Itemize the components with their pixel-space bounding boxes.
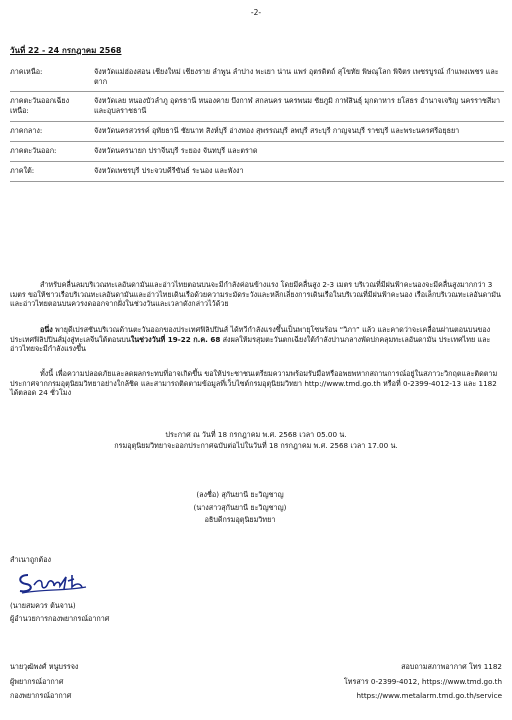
- region-label: ภาคตะวันออก:: [10, 145, 57, 155]
- handwritten-signature-icon: [14, 569, 94, 597]
- contact-service-link[interactable]: https://www.metalarm.tmd.go.th/service: [356, 691, 502, 701]
- region-label: ภาคตะวันออกเฉียงเหนือ:: [10, 96, 70, 116]
- region-row-north: [10, 63, 504, 92]
- region-row-northeast: [10, 92, 504, 121]
- director-signature-block: [190, 490, 290, 528]
- marine-warning-paragraph: สำหรับคลื่นลมบริเวณทะเลอันดามันและอ่าวไทยตอนบนจะมีกำลังค่อนข้างแรง โดยมีคลื่นสูง 2-3 เมตร บริเวณที่มีฝนฟ้าคะนองจะมีคลื่นสูงมากกว่า 3 เมตร ขอให้ชาวเรือบริเวณทะเลอันดามันและอ่าวไทยเดินเรือด้วยความระมัดระวังและหลีกเลี่ยงการเดินเรือในบริเวณที่มีฝนฟ้าคะนอง เรือเล็กบริเวณทะเลอันดามันและอ่าวไทยตอนบนควรงดออกจากฝั่งในช่วงวันและเวลาดังกล่าวไว้ด้วย: [10, 280, 501, 309]
- issued-datetime: ประกาศ ณ วันที่ 18 กรกฎาคม พ.ศ. 2568 เวลา 05.00 น.: [165, 430, 347, 439]
- safety-paragraph: ทั้งนี้ เพื่อความปลอดภัยและลดผลกระทบที่อาจเกิดขึ้น ขอให้ประชาชนเตรียมความพร้อมรับมือหรืออพยพหากสถานการณ์อยู่ในสภาวะวิกฤตและติดตามประกาศจากกรมอุตุนิยมวิทยาอย่างใกล้ชิด และสามารถติดตามข้อมูลที่เว็บไซต์กรมอุตุนิยมวิทยา http://www.tmd.go.th หรือที่ 0-2399-4012-13 และ 1182 ได้ตลอด 24 ชั่วโมง: [10, 369, 498, 398]
- forecaster-info: [10, 662, 210, 706]
- region-provinces: จังหวัดแม่ฮ่องสอน เชียงใหม่ เชียงราย ลำพูน ลำปาง พะเยา น่าน แพร่ อุตรดิตถ์ สุโขทัย พิษณุโลก พิจิตร เพชรบูรณ์ กำแพงเพชร และตาก: [94, 67, 499, 86]
- region-provinces: จังหวัดเพชรบุรี ประจวบคีรีขันธ์ ระนอง และพังงา: [94, 165, 244, 175]
- region-row-south: [10, 162, 504, 182]
- next-issue-notice: กรมอุตุนิยมวิทยาจะออกประกาศฉบับต่อไปในวันที่ 18 กรกฎาคม พ.ศ. 2568 เวลา 17.00 น.: [114, 441, 398, 450]
- certified-copy-block: [10, 555, 210, 628]
- copy-signer-name: (นายสมควร ต้นจาน): [10, 600, 76, 610]
- forecaster-division: กองพยากรณ์อากาศ: [10, 691, 72, 701]
- storm-note-paragraph: [10, 325, 502, 354]
- region-row-east: [10, 142, 504, 162]
- note-text-a: พายุดีเปรสชันบริเวณด้านตะวันออกของประเทศฟิลิปปินส์ ได้ทวีกำลังแรงขึ้นเป็นพายุโซนร้อน “วิภา” แล้ว และคาดว่าจะเคลื่อนผ่านตอนบนของประเทศฟิลิปปินส์มุ่งสู่ทะเลจีนใต้ตอนบน: [10, 325, 491, 344]
- region-label: ภาคเหนือ:: [10, 67, 43, 76]
- region-label: ภาคใต้:: [10, 165, 35, 175]
- signed-line: (ลงชื่อ) สุกันยานี ยะวิญชาญ: [196, 490, 284, 499]
- forecaster-name: นายวุฒิพงศ์ หนูบรรจง: [10, 662, 79, 671]
- region-provinces: จังหวัดนครสวรรค์ อุทัยธานี ชัยนาท สิงห์บุรี อ่างทอง สุพรรณบุรี ลพบุรี สระบุรี กาญจนบุรี ราชบุรี และพระนครศรีอยุธยา: [94, 125, 460, 135]
- note-period: ในช่วงวันที่ 19-22 ก.ค. 68: [130, 334, 221, 344]
- date-heading: วันที่ 22 - 24 กรกฎาคม 2568: [10, 46, 122, 55]
- contact-fax-website[interactable]: โทรสาร 0-2399-4012, https://www.tmd.go.th: [343, 676, 502, 686]
- forecaster-title: ผู้พยากรณ์อากาศ: [10, 676, 64, 686]
- certified-copy-label: สำเนาถูกต้อง: [10, 555, 52, 564]
- region-provinces: จังหวัดนครนายก ปราจีนบุรี ระยอง จันทบุรี และตราด: [94, 145, 258, 155]
- signer-position: อธิบดีกรมอุตุนิยมวิทยา: [204, 515, 276, 525]
- contact-info: [262, 662, 502, 706]
- signer-name: (นางสาวสุกันยานี ยะวิญชาญ): [193, 502, 287, 512]
- region-label: ภาคกลาง:: [10, 125, 43, 135]
- copy-signer-position: ผู้อำนวยการกองพยากรณ์อากาศ: [10, 614, 110, 624]
- page-number: -2-: [250, 8, 262, 17]
- contact-hotline: สอบถามสภาพอากาศ โทร 1182: [401, 662, 502, 671]
- region-row-central: [10, 122, 504, 142]
- region-table: [10, 63, 504, 182]
- note-text-b: ส่งผลให้มรสุมตะวันตกเฉียงใต้กำลังปานกลางพัดปกคลุมทะเลอันดามัน ประเทศไทย และอ่าวไทยจะมีกำลังแรงขึ้น: [10, 334, 491, 354]
- note-lead: อนึ่ง: [40, 325, 53, 334]
- region-provinces: จังหวัดเลย หนองบัวลำภู อุดรธานี หนองคาย บึงกาฬ สกลนคร นครพนม ชัยภูมิ กาฬสินธุ์ มุกดาหาร ยโสธร อำนาจเจริญ นครราชสีมา และอุบลราชธานี: [94, 96, 501, 116]
